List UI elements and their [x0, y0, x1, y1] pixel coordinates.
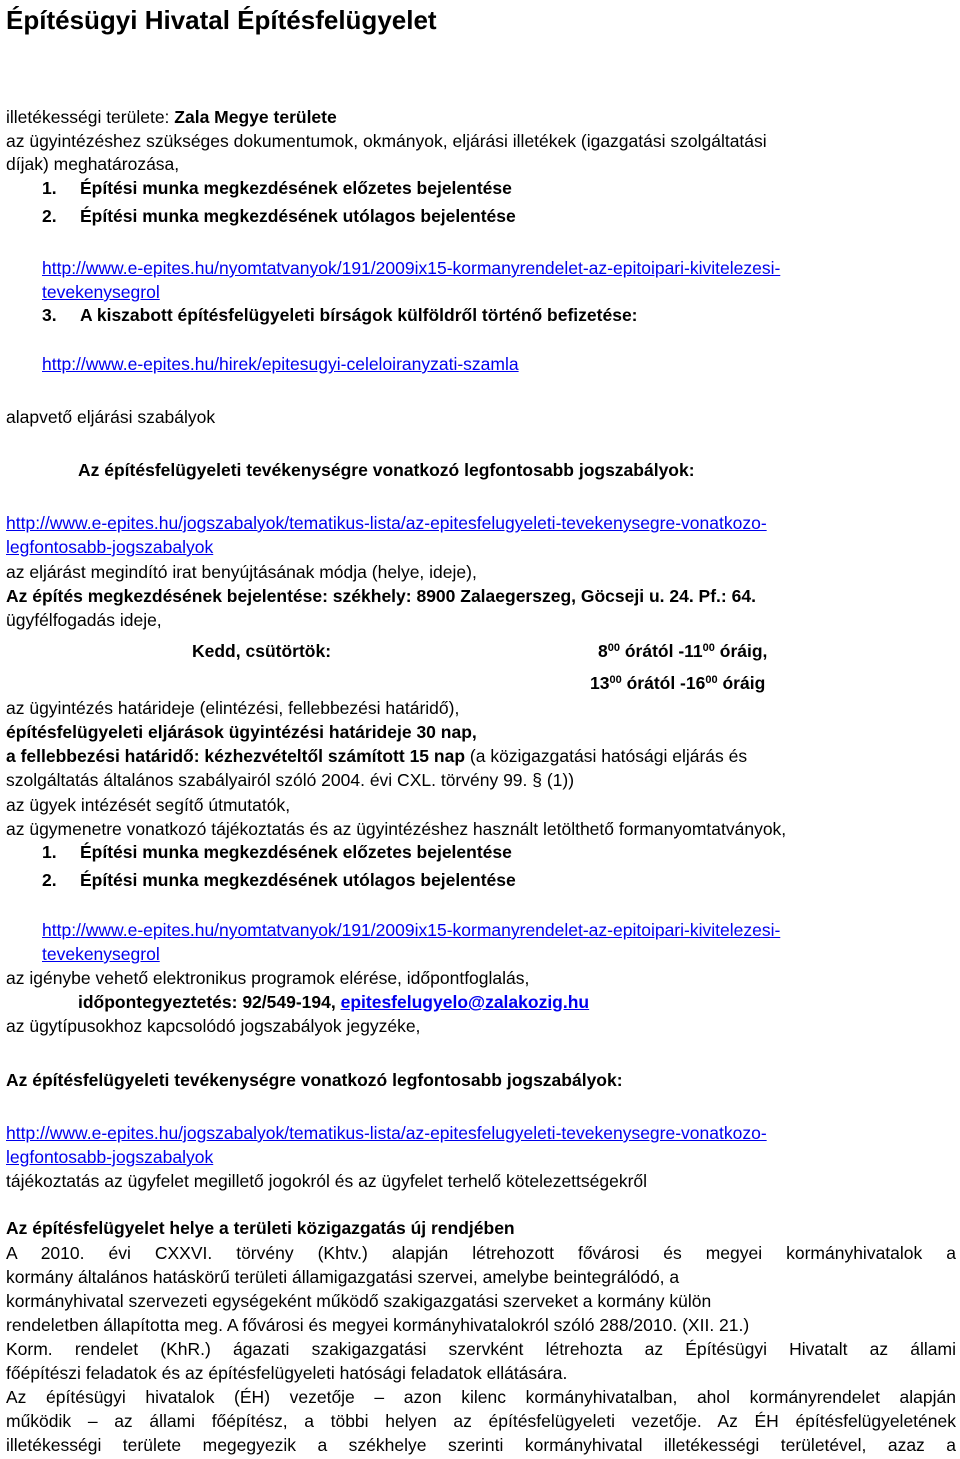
list-item-label: Építési munka megkezdésének utólagos bejelentése: [80, 870, 516, 890]
documents-text-line2: díjak) meghatározása,: [6, 154, 180, 174]
laws-heading-2: Az építésfelügyeleti tevékenységre vonatkozó legfontosabb jogszabályok:: [6, 1070, 623, 1090]
laws-link-line2[interactable]: legfontosabb-jogszabalyok: [6, 1147, 214, 1167]
list-number: 1.: [42, 178, 57, 198]
fines-link[interactable]: http://www.e-epites.hu/hirek/epitesugyi-celeloiranyzati-szamla: [42, 354, 519, 374]
paragraph-line: kormány általános hatáskörű területi államigazgatási szervei, amelybe beintegrálódó, a: [6, 1267, 680, 1287]
paragraph-line: Az építésügyi hivatalok (ÉH) vezetője – azon kilenc kormányhivatalban, ahol kormányrendelet alapján: [6, 1387, 956, 1407]
basic-rules-label: alapvető eljárási szabályok: [6, 407, 216, 427]
laws-list-label: az ügytípusokhoz kapcsolódó jogszabályok jegyzéke,: [6, 1016, 421, 1036]
appeal-note: (a közigazgatási hatósági eljárás és: [465, 746, 748, 766]
list-number: 1.: [42, 842, 57, 862]
appointment-phone: időpontegyeztetés: 92/549-194,: [78, 992, 336, 1012]
electronic-label: az igénybe vehető elektronikus programok elérése, időpontfoglalás,: [6, 968, 530, 988]
rights-label: tájékoztatás az ügyfelet megillető jogokról és az ügyfelet terhelő kötelezettségekről: [6, 1171, 648, 1191]
form-link-line2[interactable]: tevekenysegrol: [42, 282, 160, 302]
list-item: [42, 176, 512, 200]
jurisdiction-label: illetékességi területe:: [6, 107, 175, 127]
list-item: [42, 840, 512, 864]
list-number: 2.: [42, 206, 57, 226]
form-link-line1[interactable]: http://www.e-epites.hu/nyomtatvanyok/191/2009ix15-kormanyrendelet-az-epitoipari-kivitelezesi-: [42, 258, 781, 278]
paragraph-line: A 2010. évi CXXVI. törvény (Khtv.) alapján létrehozott fővárosi és megyei kormányhivatalok a: [6, 1243, 956, 1263]
paragraph-line: rendeletben állapította meg. A fővárosi és megyei kormányhivatalokról szóló 288/2010. (XII. 21.): [6, 1315, 750, 1335]
reception-days: Kedd, csütörtök:: [192, 641, 332, 661]
paragraph-line: illetékességi területe megegyezik a székhelye szerinti kormányhivatal illetékességi területével, azaz a: [6, 1435, 956, 1455]
laws-link-line1[interactable]: http://www.e-epites.hu/jogszabalyok/tematikus-lista/az-epitesfelugyeleti-tevekenysegre-vonatkozo-: [6, 1123, 767, 1143]
paragraph-line: főépítészi feladatok és az építésfelügyeleti hatósági feladatok ellátására.: [6, 1363, 568, 1383]
appeal-line2: szolgáltatás általános szabályairól szóló 2004. évi CXL. törvény 99. § (1)): [6, 770, 575, 790]
section-heading: Az építésfelügyelet helye a területi közigazgatás új rendjében: [6, 1218, 515, 1238]
minute-value: 00: [607, 642, 620, 654]
list-item: [42, 868, 516, 892]
seat-address: Az építés megkezdésének bejelentése: székhely: 8900 Zalaegerszeg, Göcseji u. 24. Pf.: 64.: [6, 586, 756, 606]
hour-value: 8: [598, 641, 608, 661]
page-title: Építésügyi Hivatal Építésfelügyelet: [6, 5, 437, 35]
minute-value: 00: [609, 674, 622, 686]
minute-value: 00: [702, 642, 715, 654]
laws-link-line2[interactable]: legfontosabb-jogszabalyok: [6, 537, 214, 557]
documents-text-line1: az ügyintézéshez szükséges dokumentumok, okmányok, eljárási illetékek (igazgatási szolgáltatási: [6, 131, 767, 151]
paragraph-line: működik – az állami főépítész, a többi helyen az építésfelügyeleti vezetője. Az ÉH építésfelügyeletének: [6, 1411, 956, 1431]
guides-label: az ügyek intézését segítő útmutatók,: [6, 795, 291, 815]
list-number: 3.: [42, 305, 57, 325]
hour-value: 13: [590, 673, 610, 693]
laws-link-line1[interactable]: http://www.e-epites.hu/jogszabalyok/tematikus-lista/az-epitesfelugyeleti-tevekenysegre-vonatkozo-: [6, 513, 767, 533]
hour-text: órától -11: [619, 641, 703, 661]
jurisdiction-value: Zala Megye területe: [174, 107, 337, 127]
deadline-value: építésfelügyeleti eljárások ügyintézési határideje 30 nap,: [6, 722, 477, 742]
jurisdiction-line: [6, 105, 337, 129]
list-item: [42, 204, 516, 228]
reception-hours-1: [598, 639, 767, 663]
list-item: [42, 303, 638, 327]
submission-text: az eljárást megindító irat benyújtásának módja (helye, ideje),: [6, 562, 477, 582]
hour-text: óráig,: [714, 641, 768, 661]
list-item-label: Építési munka megkezdésének előzetes bejelentése: [80, 178, 512, 198]
paragraph-line: kormányhivatal szervezeti egységeként működő szakigazgatási szerveket a kormány külön: [6, 1291, 712, 1311]
appeal-line1: [6, 744, 747, 768]
list-item-label: Építési munka megkezdésének utólagos bejelentése: [80, 206, 516, 226]
appointment-line: [78, 990, 589, 1014]
list-item-label: A kiszabott építésfelügyeleti bírságok külföldről történő befizetése:: [80, 305, 638, 325]
reception-hours-2: [590, 671, 765, 695]
form-link-line1[interactable]: http://www.e-epites.hu/nyomtatvanyok/191/2009ix15-kormanyrendelet-az-epitoipari-kivitelezesi-: [42, 920, 781, 940]
deadline-label: az ügyintézés határideje (elintézési, fellebbezési határidő),: [6, 698, 460, 718]
hour-text: óráig: [717, 673, 766, 693]
paragraph-line: Korm. rendelet (KhR.) ágazati szakigazgatási szervként létrehozta az Építésügyi Hivatalt az állami: [6, 1339, 956, 1359]
hour-text: órától -16: [621, 673, 706, 693]
email-link[interactable]: epitesfelugyelo@zalakozig.hu: [340, 992, 590, 1012]
minute-value: 00: [705, 674, 718, 686]
list-item-label: Építési munka megkezdésének előzetes bejelentése: [80, 842, 512, 862]
reception-label: ügyfélfogadás ideje,: [6, 610, 162, 630]
appeal-deadline: a fellebbezési határidő: kézhezvételtől számított 15 nap: [6, 746, 466, 766]
info-label: az ügymenetre vonatkozó tájékoztatás és az ügyintézéshez használt letölthető formanyomtatványok,: [6, 819, 787, 839]
laws-heading: Az építésfelügyeleti tevékenységre vonatkozó legfontosabb jogszabályok:: [78, 460, 695, 480]
list-number: 2.: [42, 870, 57, 890]
form-link-line2[interactable]: tevekenysegrol: [42, 944, 160, 964]
